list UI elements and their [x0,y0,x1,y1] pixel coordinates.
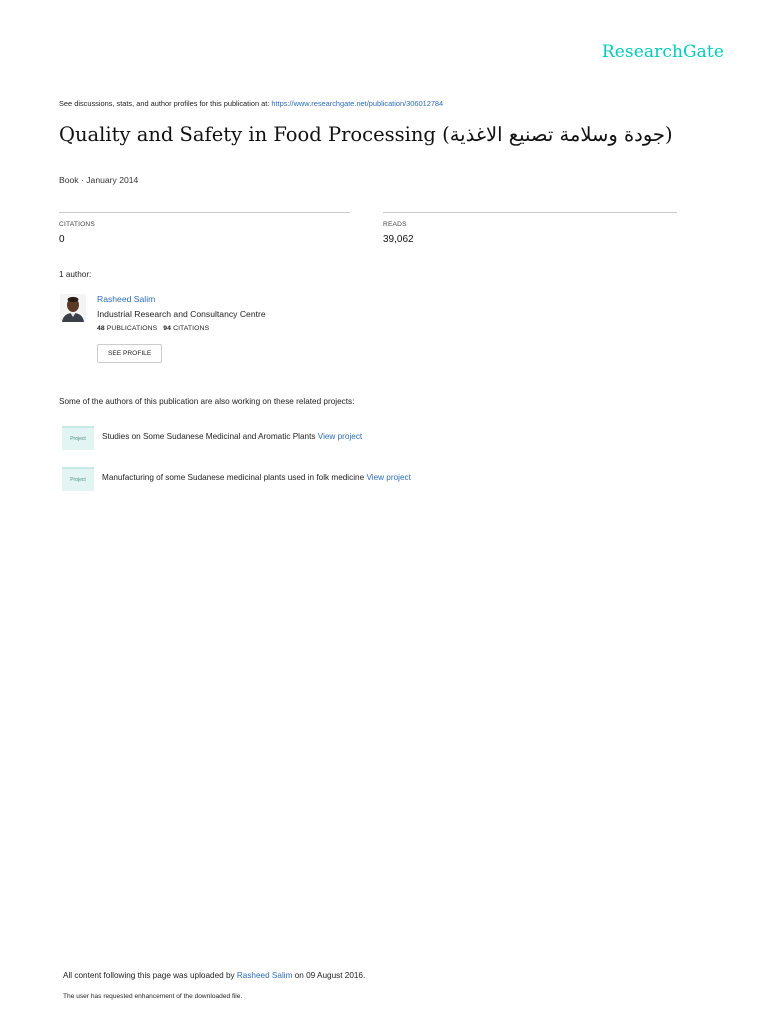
author-institution: Industrial Research and Consultancy Centre [97,309,266,319]
publication-link[interactable]: https://www.researchgate.net/publication/306012784 [271,99,444,108]
author-info [97,294,266,332]
see-profile-button[interactable]: SEE PROFILE [97,344,162,363]
author-stats [97,325,266,332]
reads-value: 39,062 [383,234,414,245]
researchgate-logo[interactable]: ResearchGate [601,42,724,62]
authors-count-label: 1 author: [59,270,92,279]
upload-suffix: on 09 August 2016. [294,971,366,980]
author-avatar[interactable] [60,294,86,322]
uploader-link[interactable]: Rasheed Salim [236,971,293,980]
discussion-notice-text: See discussions, stats, and author profiles for this publication at: [59,99,270,108]
author-citations-label: CITATIONS [173,325,210,332]
avatar-portrait-icon [60,294,86,322]
publication-date: January 2014 [86,175,139,185]
reads-label: READS [383,221,407,228]
publication-title: Quality and Safety in Food Processing (جودة وسلامة تصنيع الاغذية) [59,123,673,146]
project-title: Studies on Some Sudanese Medicinal and Aromatic Plants [102,432,316,441]
citations-label: CITATIONS [59,221,95,228]
author-name-link[interactable]: Rasheed Salim [97,294,156,304]
enhancement-note: The user has requested enhancement of the downloaded file. [63,993,243,1000]
related-projects-heading: Some of the authors of this publication are also working on these related projects: [59,397,355,406]
meta-separator: · [80,175,84,185]
project-text [102,432,362,441]
discussion-notice [59,99,443,108]
publication-type: Book [59,175,79,185]
citations-value: 0 [59,234,65,245]
project-icon[interactable]: Project [62,467,94,491]
project-text [102,473,411,482]
upload-notice [63,971,365,980]
citations-stat [59,212,350,245]
author-citations-count: 94 [163,325,172,332]
upload-prefix: All content following this page was uploaded by [63,971,235,980]
author-publications-label: PUBLICATIONS [106,325,158,332]
author-publications-count: 48 [97,325,105,332]
project-title: Manufacturing of some Sudanese medicinal plants used in folk medicine [102,473,365,482]
project-icon[interactable]: Project [62,426,94,450]
view-project-link[interactable]: View project [366,473,411,482]
view-project-link[interactable]: View project [317,432,363,441]
publication-meta [59,175,138,185]
reads-stat [383,212,677,245]
